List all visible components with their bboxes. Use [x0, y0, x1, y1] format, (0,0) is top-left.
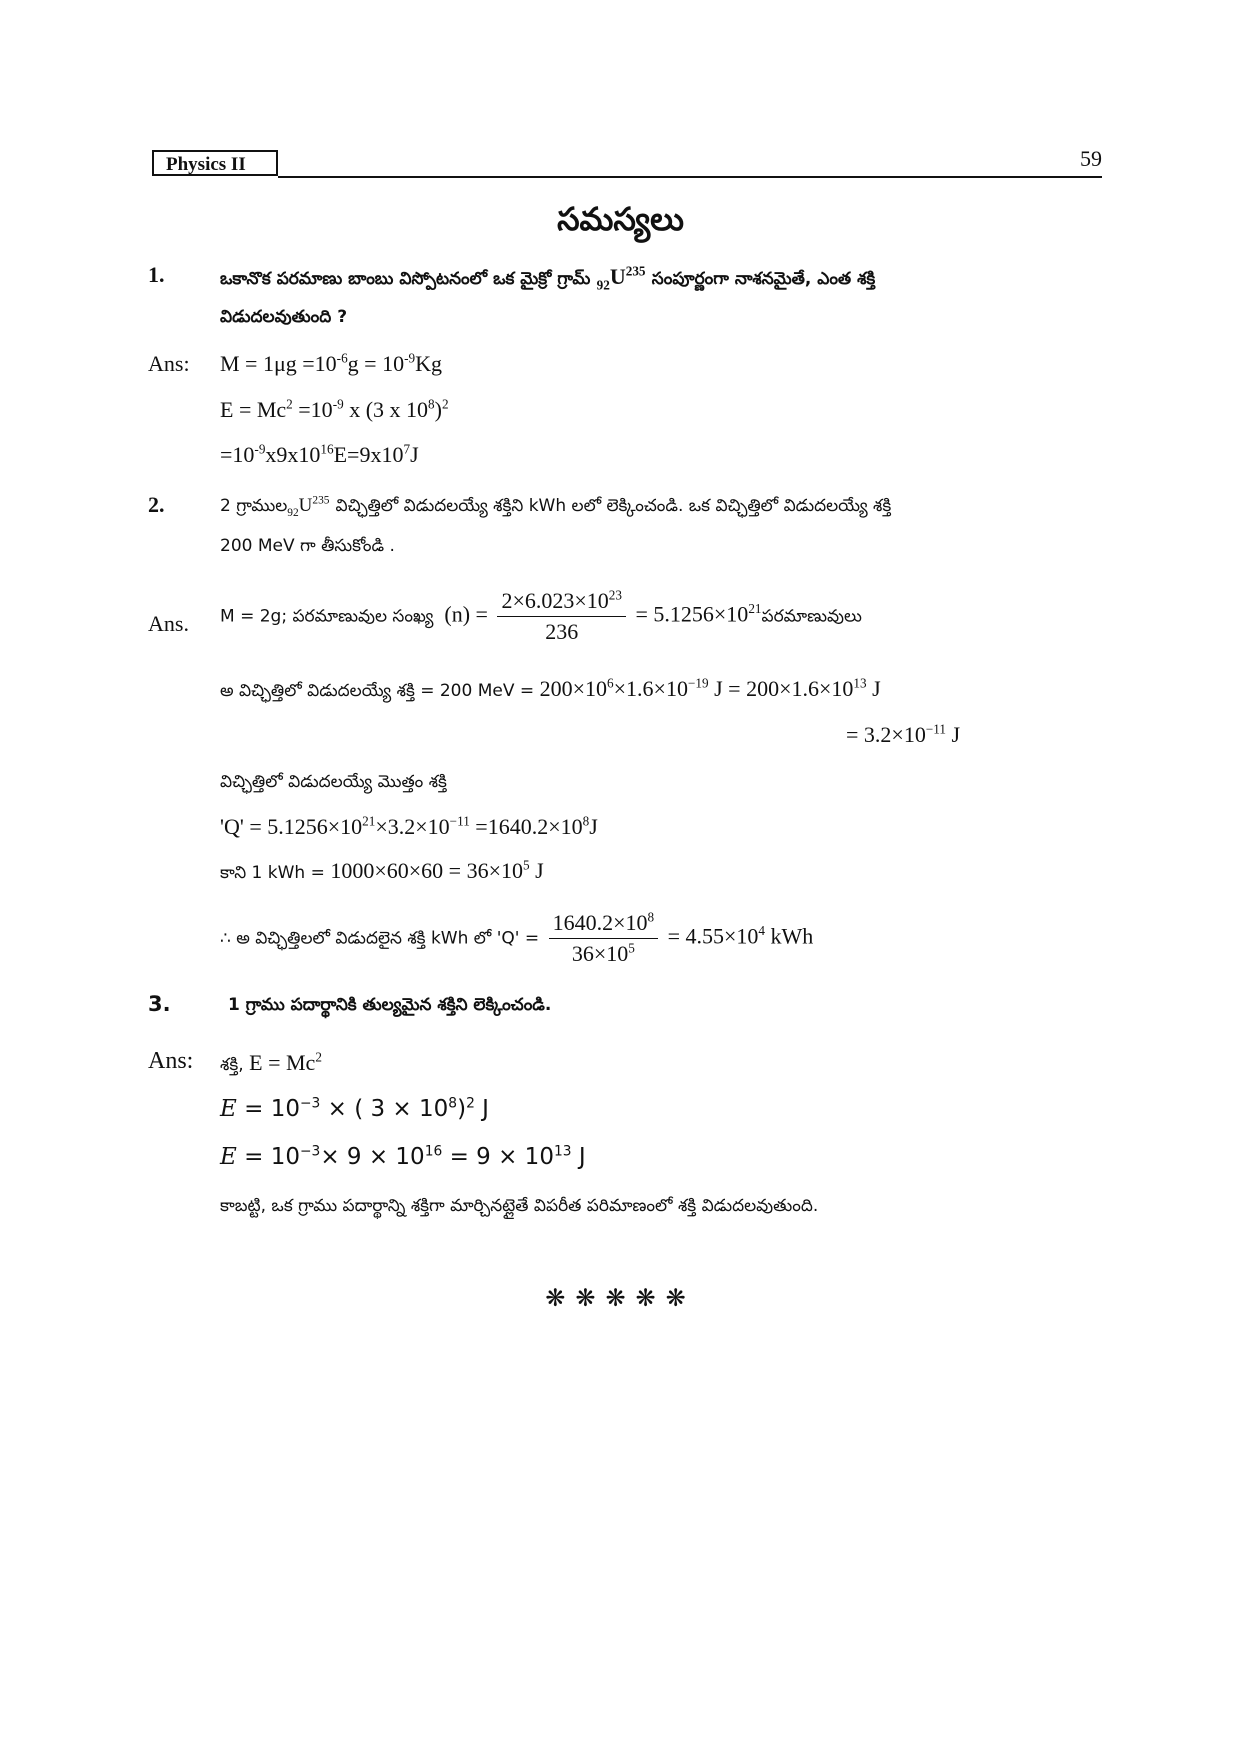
problem-2-ans-label: Ans. — [148, 611, 189, 636]
problem-1-mass-eq: $M = 1\mu g =10^{-6}g = 10^{-9}Kg$ — [220, 350, 442, 376]
problem-3-energy-def: శక్తి, $E = Mc^2$ — [220, 1049, 322, 1075]
problem-2-question-line2: 200 MeV గా తీసుకోండి . — [220, 536, 395, 556]
problem-2-total-label: విచ్ఛిత్తిలో విడుదలయ్యే మొత్తం శక్తి — [220, 772, 447, 792]
problem-3-question: 1 గ్రాము పదార్థానికి తుల్యమైన శక్తిని లెక్కించండి. — [228, 995, 552, 1015]
problem-1-number: 1. — [148, 262, 165, 287]
header-rule — [278, 176, 1102, 178]
problem-1-question-line2: విడుదలవుతుంది ? — [220, 307, 348, 327]
problem-2-kwh-eq: కాని 1 kWh = $1000\times 60\times 60 = 36\times 10^5$ J — [220, 857, 544, 883]
problem-2-total-eq: '$Q' = 5.1256\times 10^{21}\times 3.2\times 10^{-11} =1640.2\times 10^8J$ — [220, 813, 598, 839]
problem-1-energy-eq: $E = Mc^2 =10^{-9}$ x (3 x $10^8)^2$ — [220, 396, 449, 422]
problem-2-final-eq: ∴ అ విచ్ఛిత్తిలలో విడుదలైన శక్తి kWh లో 'Q' = $\frac{1640.2\times 10^8}{36\times 10^5}$ = $4.55\times 10^4$ kWh — [220, 909, 814, 966]
problem-2-fission-energy-eq: అ విచ్ఛిత్తిలో విడుదలయ్యే శక్తి = 200 MeV = $200\times 10^6\times 1.6\times 10^{-19}$ $J = 200\times 1.6\times 10^{13}$ J — [220, 675, 881, 701]
problem-1-result-eq: $=10^{-9}x9x10^{16}E=9x10^7J$ — [220, 441, 419, 467]
problem-3-ans-label: Ans: — [148, 1048, 194, 1074]
page-header — [152, 146, 1102, 178]
problem-3-number: 3. — [148, 992, 171, 1016]
problem-1-ans-label: Ans: — [148, 351, 190, 376]
problem-2-question: 2 $గ్రాముల_{92}U^{235}$ విచ్ఛిత్తిలో విడుదలయ్యే శక్తిని kWh లలో లెక్కించండి. ఒక విచ్ఛిత్తిలో విడుదలయ్యే శక్తి — [220, 494, 892, 519]
problem-3-conclusion: కాబట్టి, ఒక గ్రాము పదార్థాన్ని శక్తిగా మార్చినట్లైతే విపరీత పరిమాణంలో శక్తి విడుదలవుతుంది. — [220, 1196, 819, 1216]
problem-3-result-eq: $E = 10^{-3}\times 9 \times 10^{16} = 9 \times 10^{13}$ J — [220, 1143, 586, 1170]
page-title: సమస్యలు — [557, 200, 684, 238]
page-number: 59 — [1080, 146, 1102, 171]
problem-3-energy-eq: $E = 10^{-3}$ × ( $3 \times 10^8)^2$ J — [220, 1095, 489, 1122]
subject-label: Physics II — [152, 150, 278, 176]
problem-2-atoms-eq: M = 2g; పరమాణువుల సంఖ్య (n) = $\frac{2\times 6.023\times 10^{23}}{236}$ = $5.1256\times 10^{21}పరమాణువులు$ — [220, 587, 862, 644]
end-marks: ❋❋❋❋❋ — [545, 1284, 696, 1312]
problem-2-number: 2. — [148, 492, 165, 517]
problem-2-fission-energy-result: = $3.2\times 10^{-11}$ J — [846, 721, 961, 747]
problem-1-question: ఒకానొక పరమాణు బాంబు విస్పోటనంలో ఒక మైక్రో గ్రామ్ $_{92}U^{235}$ సంపూర్ణంగా నాశనమైతే, ఎంత శక్తి — [220, 263, 876, 293]
